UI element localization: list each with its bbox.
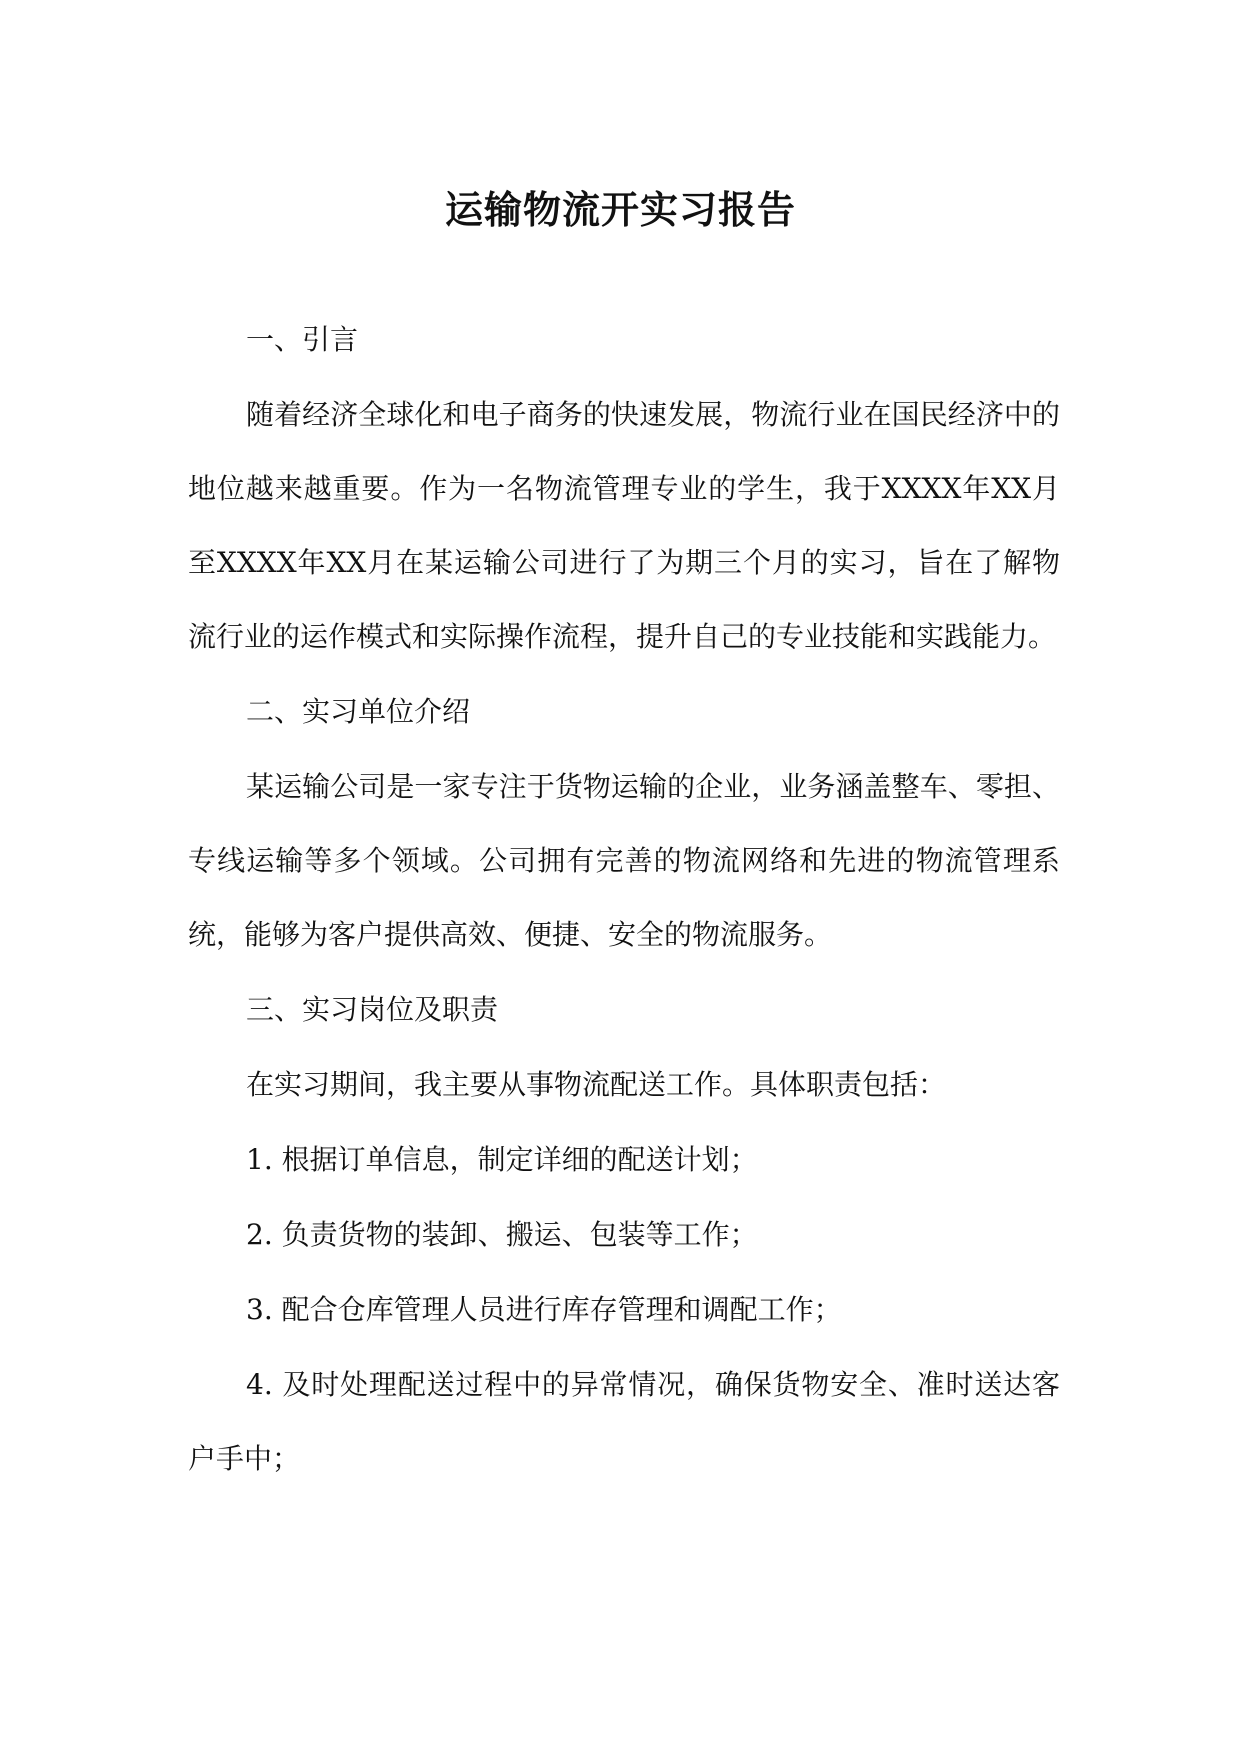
duty-item-2: 2. 负责货物的装卸、搬运、包装等工作； <box>246 1218 758 1251</box>
section-heading-company: 二、实习单位介绍 <box>246 695 471 728</box>
duty-item-3: 3. 配合仓库管理人员进行库存管理和调配工作； <box>246 1293 842 1326</box>
duty-item-4: 4. 及时处理配送过程中的异常情况，确保货物安全、准时送达客户手中； <box>188 1368 1060 1475</box>
section-heading-duties: 三、实习岗位及职责 <box>246 993 499 1026</box>
duty-item-1: 1. 根据订单信息，制定详细的配送计划； <box>246 1143 758 1176</box>
paragraph-company: 某运输公司是一家专注于货物运输的企业，业务涵盖整车、零担、专线运输等多个领域。公司拥有完善的物流网络和先进的物流管理系统，能够为客户提供高效、便捷、安全的物流服务。 <box>188 770 1060 951</box>
paragraph-introduction: 随着经济全球化和电子商务的快速发展，物流行业在国民经济中的地位越来越重要。作为一名物流管理专业的学生，我于XXXX年XX月至XXXX年XX月在某运输公司进行了为期三个月的实习，旨在了解物流行业的运作模式和实际操作流程，提升自己的专业技能和实践能力。 <box>188 398 1060 653</box>
document-body <box>188 303 1060 1497</box>
section-heading-introduction: 一、引言 <box>246 323 359 356</box>
document-title: 运输物流开实习报告 <box>444 187 796 232</box>
paragraph-duties-intro: 在实习期间，我主要从事物流配送工作。具体职责包括： <box>246 1068 947 1101</box>
